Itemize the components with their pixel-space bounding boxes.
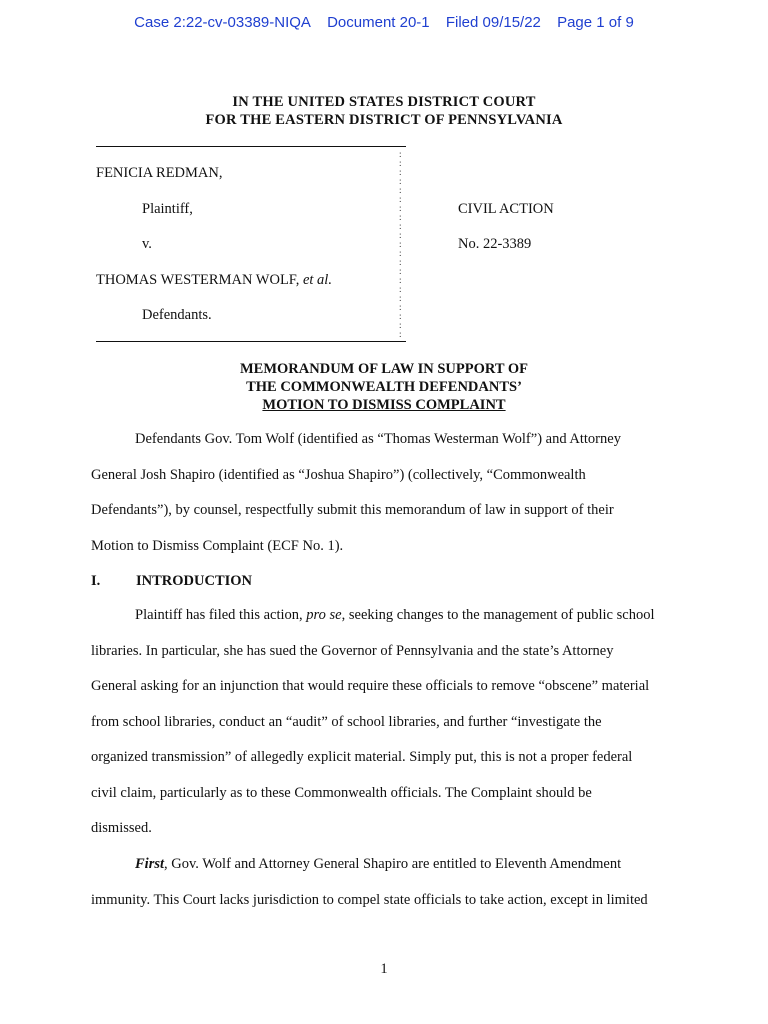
text-line: immunity. This Court lacks jurisdiction to compel state officials to take action, except in limited (91, 892, 648, 908)
caption-top-rule (96, 146, 406, 147)
text-line: Defendants”), by counsel, respectfully submit this memorandum of law in support of their (91, 502, 614, 518)
first-lead-word: First (135, 856, 165, 872)
plaintiff-role: Plaintiff, (142, 201, 193, 217)
civil-action-label: CIVIL ACTION (458, 201, 554, 217)
text-line: civil claim, particularly as to these Commonwealth officials. The Complaint should be (91, 785, 592, 801)
text-line (135, 607, 654, 624)
stamp-case-number: Case 2:22-cv-03389-NIQA (134, 14, 311, 31)
plaintiff-name: FENICIA REDMAN, (96, 165, 223, 181)
court-name: IN THE UNITED STATES DISTRICT COURT (232, 94, 536, 110)
court-district: FOR THE EASTERN DISTRICT OF PENNSYLVANIA (205, 112, 563, 128)
defendant-et-al: et al. (302, 272, 332, 288)
pro-se-italic: pro se (306, 607, 342, 623)
text-line: organized transmission” of allegedly explicit material. Simply put, this is not a proper federal (91, 749, 633, 765)
stamp-page: Page 1 of 9 (557, 14, 634, 31)
defendant-role: Defendants. (142, 307, 212, 323)
text-line: Motion to Dismiss Complaint (ECF No. 1). (91, 538, 344, 554)
defendant-name (96, 272, 332, 289)
document-title-line2: THE COMMONWEALTH DEFENDANTS’ (246, 379, 522, 395)
stamp-document: Document 20-1 (327, 14, 430, 31)
text-line (135, 856, 621, 873)
section-number: I. (91, 573, 101, 589)
text-line: General asking for an injunction that would require these officials to remove “obscene” material (91, 678, 650, 694)
filing-stamp (0, 14, 768, 31)
stamp-filed-date: Filed 09/15/22 (445, 14, 541, 31)
text-run: , Gov. Wolf and Attorney General Shapiro are entitled to Eleventh Amendment (164, 856, 622, 872)
page-number: 1 (380, 961, 388, 977)
text-line: Defendants Gov. Tom Wolf (identified as “Thomas Westerman Wolf”) and Attorney (135, 431, 621, 447)
caption-bottom-rule (96, 341, 406, 342)
document-title-line1: MEMORANDUM OF LAW IN SUPPORT OF (239, 361, 528, 377)
text-run: Plaintiff has filed this action, (135, 607, 307, 623)
text-line: from school libraries, conduct an “audit” of school libraries, and further “investigate the (91, 714, 602, 730)
text-run: , seeking changes to the management of public school (341, 607, 655, 623)
document-title-line3: MOTION TO DISMISS COMPLAINT (262, 397, 506, 413)
defendant-name-text: THOMAS WESTERMAN WOLF, (96, 272, 300, 288)
versus: v. (142, 236, 152, 252)
text-line: General Josh Shapiro (identified as “Joshua Shapiro”) (collectively, “Commonwealth (91, 467, 586, 483)
text-line: dismissed. (91, 820, 152, 836)
caption-colon-column: : : : : : : : : : : : : : : : : : : : : : (399, 149, 402, 339)
text-line: libraries. In particular, she has sued the Governor of Pennsylvania and the state’s Attorney (91, 643, 614, 659)
section-heading: INTRODUCTION (136, 573, 253, 589)
case-number: No. 22-3389 (458, 236, 532, 252)
